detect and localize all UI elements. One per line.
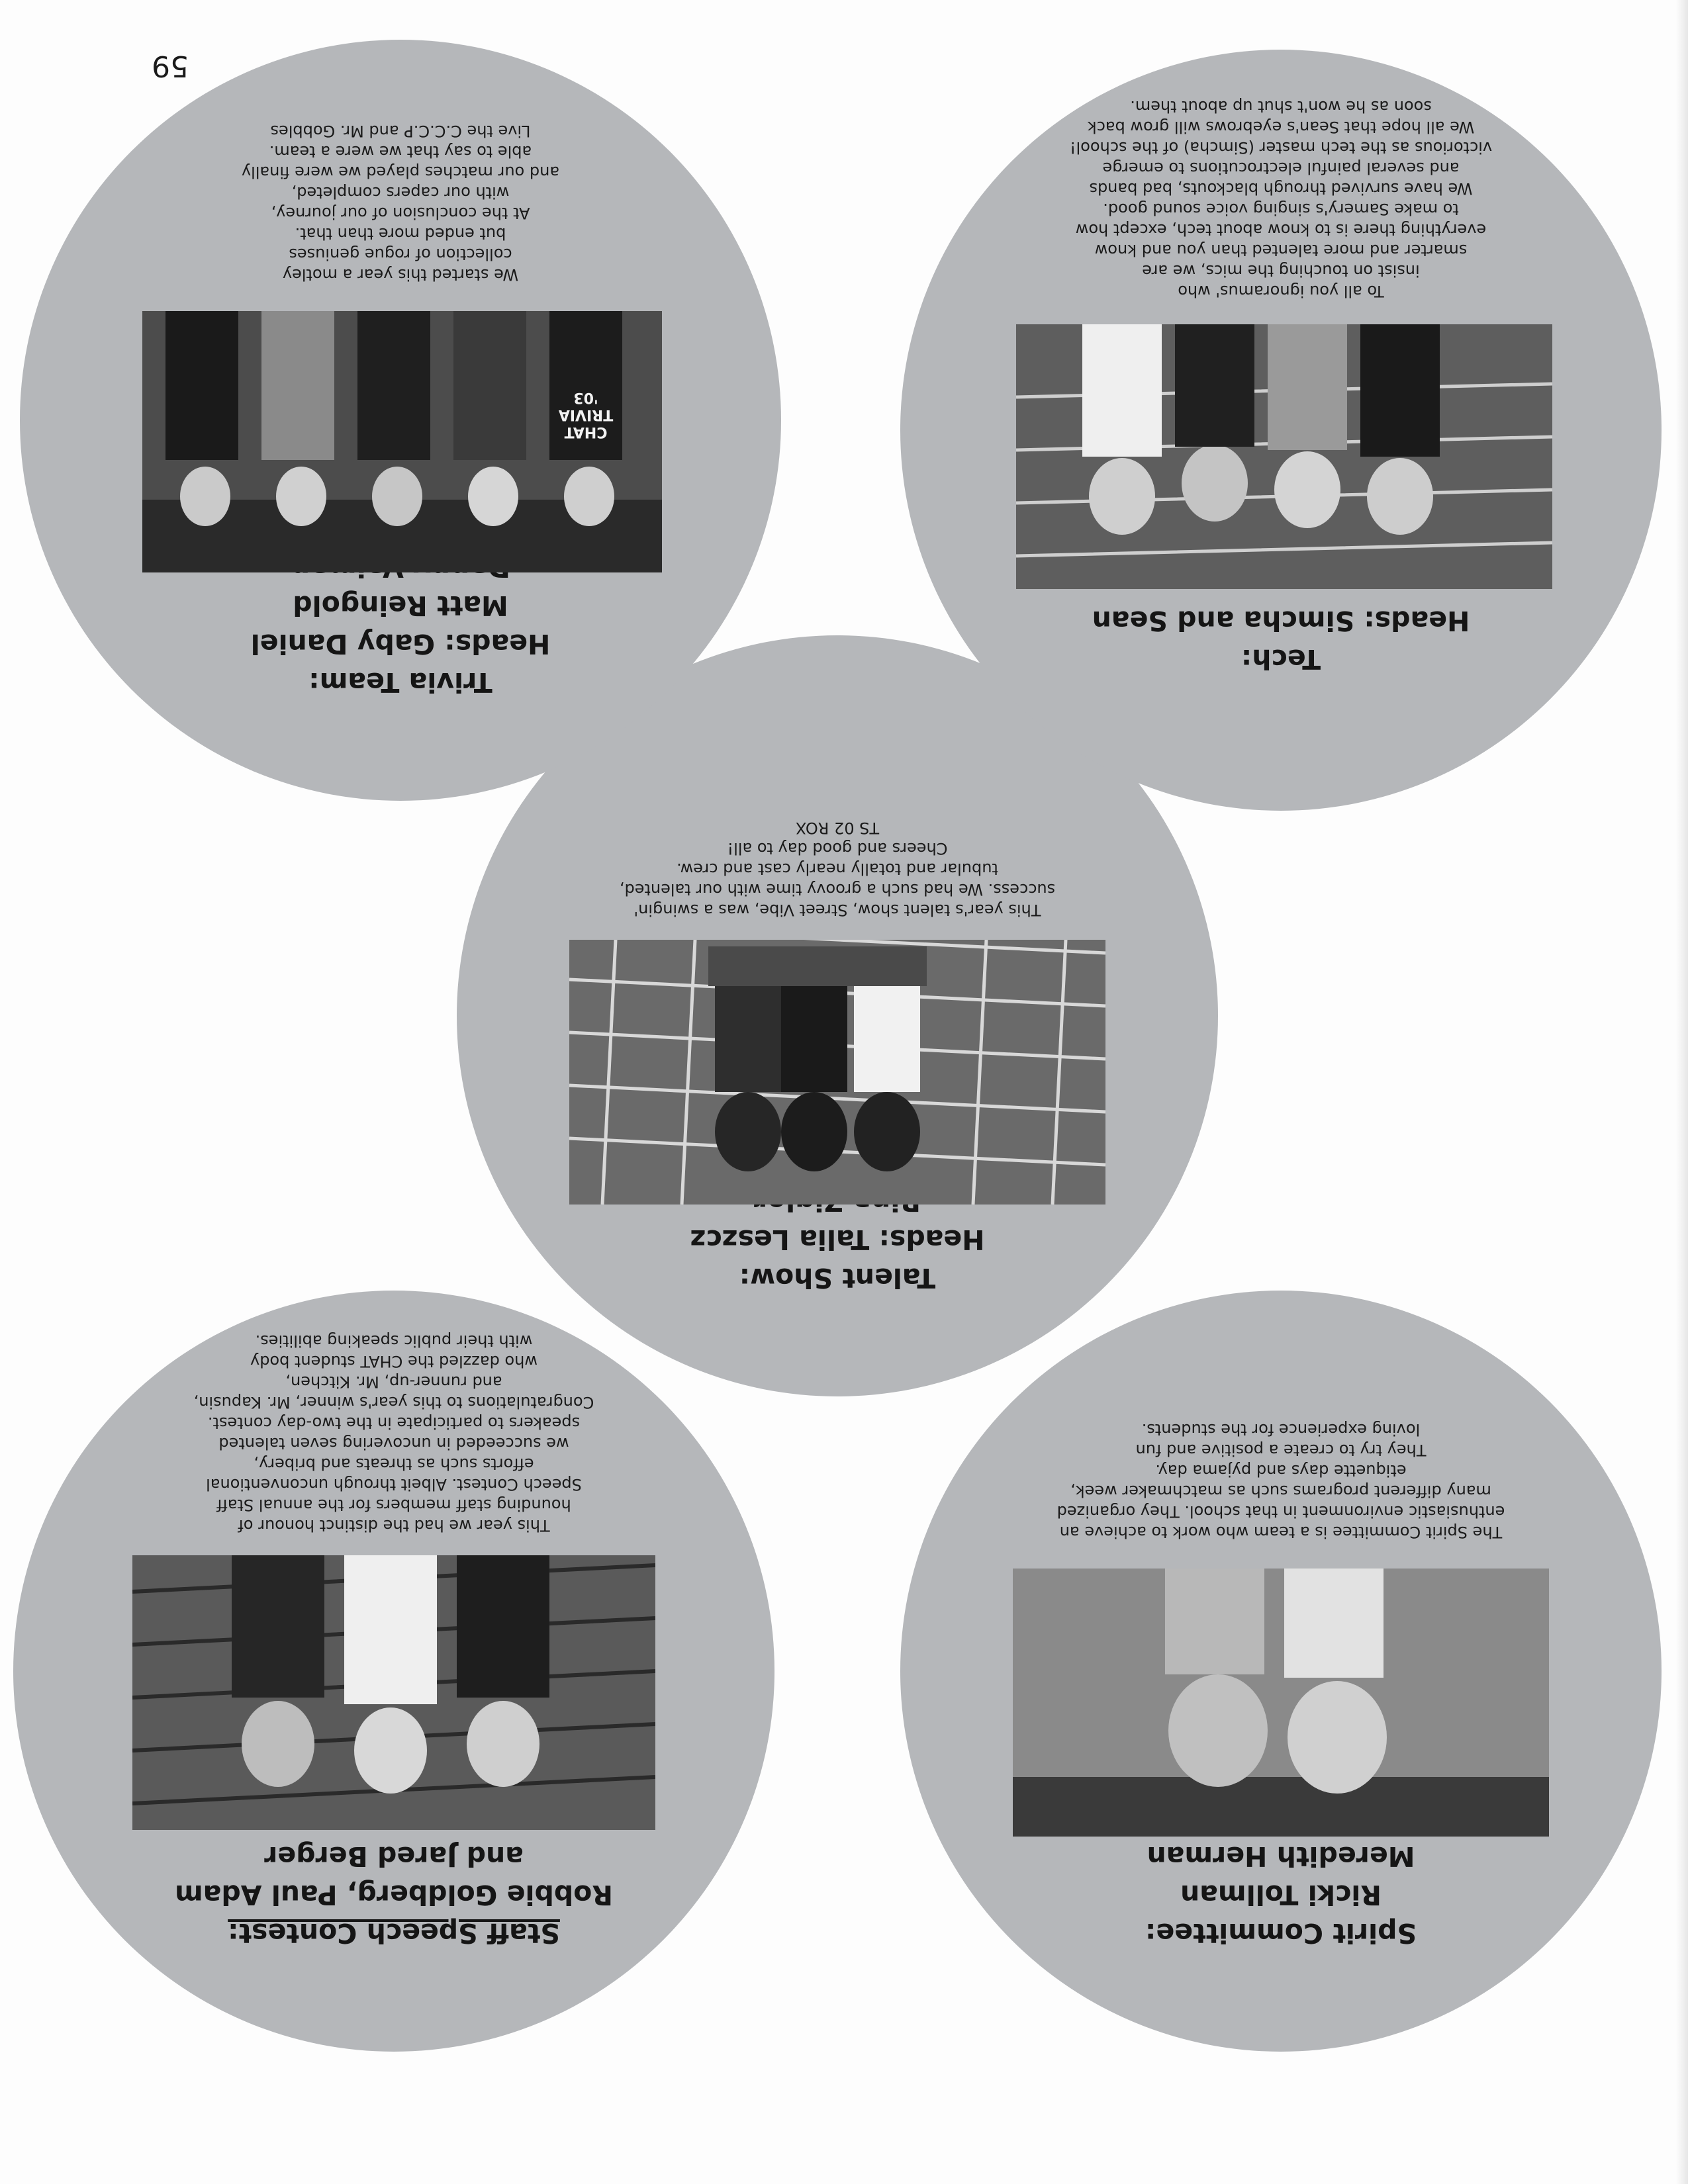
tech-circle (900, 50, 1662, 811)
text-line: many different programs such as matchmaker week, (1070, 1482, 1491, 1500)
spirit-committee-circle (900, 1291, 1662, 2052)
text-line: Congratulations to this year's winner, Mr. Kapusin, (193, 1393, 594, 1412)
staff-speech-contest-circle (13, 1291, 774, 2052)
talent-show-heads-1: Heads: Talia Leszcz (690, 1224, 985, 1255)
text-line: We have survived through blackouts, bad bands (1089, 179, 1473, 198)
shirt-text-line: CHAT (564, 424, 608, 440)
text-line: At the conclusion of our journey, (271, 204, 530, 222)
spirit-committee-title: Spirit Committee: (1145, 1917, 1417, 1949)
text-line: enthusiastic environment in that school. They organized (1056, 1502, 1505, 1521)
text-line: but ended more than that. (295, 224, 506, 243)
text-line: Cheers and good day to all! (727, 839, 948, 858)
text-line: and several painful electrocutions to emerge (1102, 159, 1460, 177)
text-line: The Spirit Committee is a team who work to achieve an (1059, 1523, 1503, 1541)
text-line: To all you ignoramus' who (1178, 282, 1384, 300)
text-line: with our capers completed, (291, 183, 510, 202)
staff-speech-contest-heads-1: Robbie Goldberg, Paul Adam (175, 1879, 613, 1911)
text-line: insist on touching the mics, we are (1142, 261, 1420, 280)
staff-speech-contest-photo (132, 1555, 655, 1830)
text-line: with their public speaking abilities. (255, 1332, 533, 1350)
text-line: tubular and totally nearly cast and crew. (677, 860, 998, 878)
staff-speech-contest-heading (13, 1837, 774, 1952)
text-line: able to say that we were a team. (269, 142, 532, 161)
spirit-committee-photo (1013, 1569, 1549, 1837)
text-line: etiquette days and pyjama day. (1155, 1461, 1407, 1480)
staff-speech-contest-heads-2: and Jared Berger (264, 1841, 524, 1872)
talent-show-text (457, 817, 1218, 920)
text-line: everything there is to know about tech, except how (1075, 220, 1487, 239)
trivia-team-title: Trivia Team: (308, 666, 492, 698)
text-line: loving experience for the students. (1141, 1420, 1421, 1439)
text-line: We started this year a motley (282, 265, 519, 284)
text-line: Live the C.C.C.P and Mr. Gobbles (270, 122, 531, 140)
text-line: smarter and more talented than you and know (1094, 241, 1468, 259)
text-line: Speech Contest. Albeit through unconventional (206, 1475, 582, 1494)
text-line: TS 02 ROX (795, 819, 880, 837)
text-line: efforts such as threats and bribery, (254, 1455, 534, 1473)
text-line: soon as he won't shut up about them. (1130, 97, 1432, 116)
spirit-committee-heads-1: Ricki Tollman (1180, 1879, 1382, 1911)
spirit-committee-heads-2: Meredith Herman (1147, 1841, 1415, 1872)
trivia-team-photo (142, 311, 662, 572)
trivia-team-heads-2: Matt Reingold (293, 590, 508, 621)
trivia-shirt-text (549, 388, 622, 440)
tech-title: Tech: (1241, 643, 1321, 675)
text-line: we succeeded in uncovering seven talented (218, 1434, 569, 1453)
spirit-committee-heading (900, 1837, 1662, 1952)
text-line: speakers to participate in the two-day contest. (207, 1414, 581, 1432)
text-line: This year's talent show, Street Vibe, was a swingin' (633, 901, 1041, 919)
trivia-team-heads-1: Heads: Gaby Daniel (250, 628, 551, 660)
text-line: collection of rogue geniuses (289, 245, 512, 263)
shirt-text-line: '03 (573, 389, 598, 406)
staff-speech-contest-title: Staff Speech Contest: (228, 1917, 560, 1949)
shirt-text-line: TRIVIA (558, 406, 614, 423)
text-line: and our matches played we were finally (241, 163, 560, 181)
scan-edge (1676, 0, 1688, 2184)
talent-show-photo (569, 940, 1105, 1205)
text-line: who dazzled the CHAT student body (250, 1352, 538, 1371)
text-line: to make Samery's singing voice sound good. (1103, 200, 1459, 218)
page-number: 59 (152, 49, 189, 83)
talent-show-title: Talent Show: (739, 1262, 936, 1294)
text-line: success. We had such a groovy time with our talented, (619, 880, 1056, 899)
text-line: This year we had the distinct honour of (238, 1516, 550, 1535)
text-line: victorious as the tech master (Simcha) of the school! (1069, 138, 1493, 157)
trivia-team-circle (20, 40, 781, 801)
tech-photo (1016, 324, 1552, 589)
staff-speech-contest-text (13, 1330, 774, 1535)
tech-heads-1: Heads: Simcha and Sean (1092, 605, 1470, 637)
text-line: They try to create a positive and fun (1135, 1441, 1427, 1459)
trivia-team-text (20, 120, 781, 285)
tech-heading (900, 602, 1662, 678)
tech-text (900, 96, 1662, 301)
text-line: hounding staff members for the annual Staff (216, 1496, 571, 1514)
spirit-committee-text (900, 1419, 1662, 1542)
text-line: and runner-up, Mr. Kitchen, (285, 1373, 502, 1391)
text-line: We all hope that Sean's eyebrows will grow back (1087, 118, 1475, 136)
